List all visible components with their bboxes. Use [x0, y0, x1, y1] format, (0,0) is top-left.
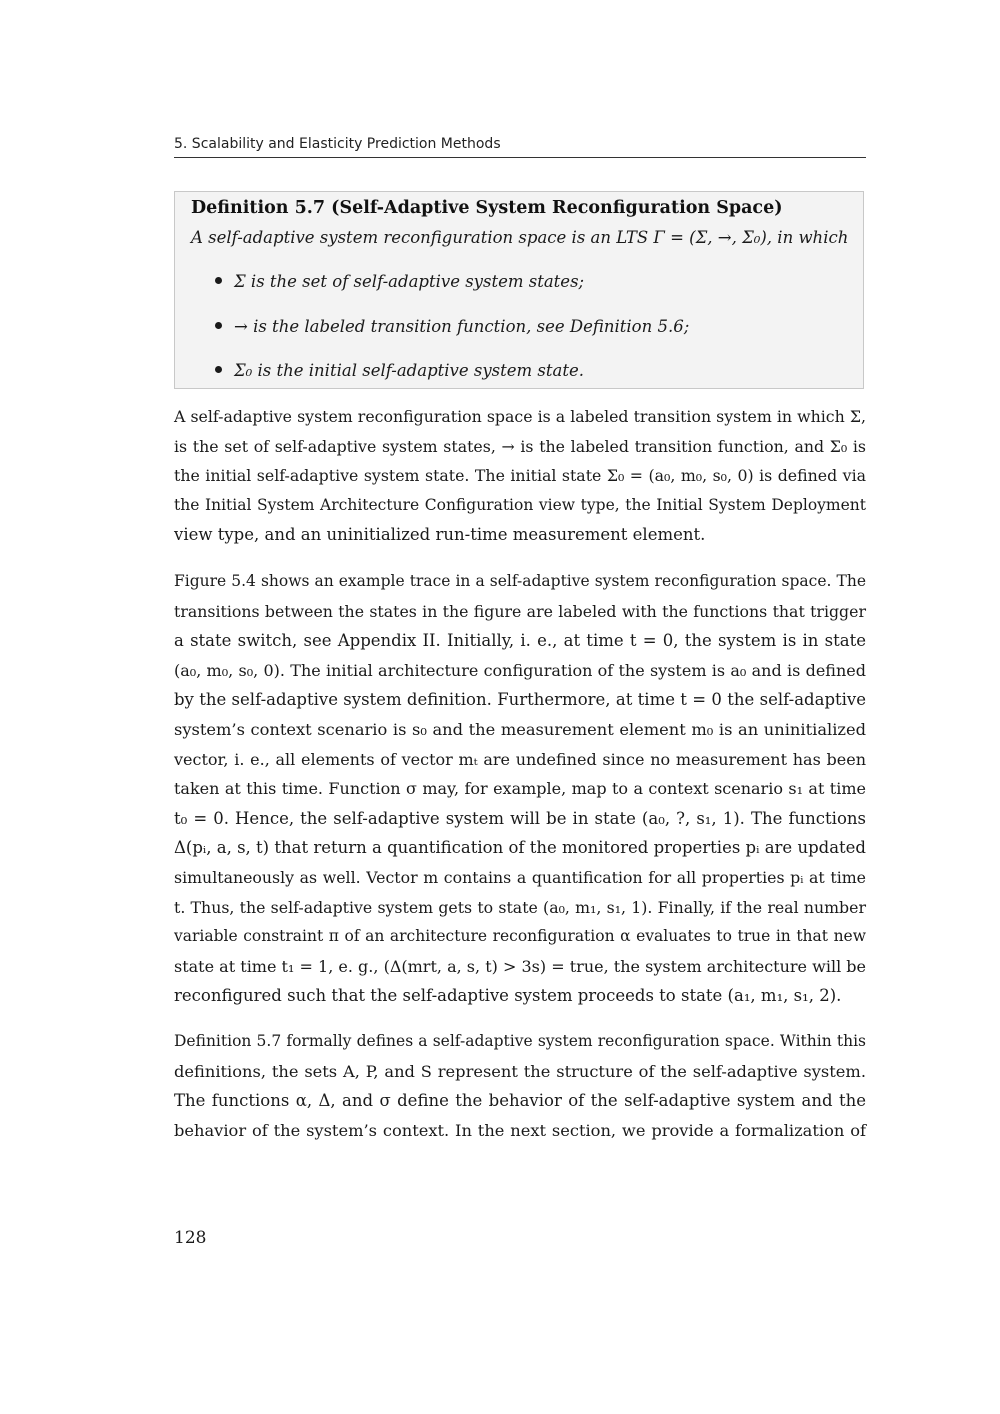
definition-title: Definition 5.7 (Self-Adaptive System Reconfiguration Space) — [191, 198, 783, 218]
text-line: the Initial System Architecture Configuration view type, the Initial System Deployment — [174, 495, 866, 514]
text-line: (a₀, m₀, s₀, 0). The initial architecture configuration of the system is a₀ and is defined — [174, 660, 866, 680]
text-line: vector, i. e., all elements of vector mₜ are undefined since no measurement has been — [174, 749, 866, 769]
text-line: the initial self-adaptive system state. The initial state Σ₀ = (a₀, m₀, s₀, 0) is defined via — [174, 466, 866, 486]
text-line: The functions α, Δ, and σ define the behavior of the self-adaptive system and the — [174, 1091, 866, 1111]
text-line: simultaneously as well. Vector m contains a quantification for all properties pᵢ at time — [174, 867, 866, 887]
definition-intro: A self-adaptive system reconfiguration space is an LTS Γ = (Σ, →, Σ₀), in which — [191, 228, 849, 247]
text-line: is the set of self-adaptive system states, → is the labeled transition function, and Σ₀ is — [174, 436, 866, 456]
definition-item: Σ₀ is the initial self-adaptive system state. — [215, 361, 689, 406]
text-line: taken at this time. Function σ may, for example, map to a context scenario s₁ at time — [174, 779, 866, 799]
running-header: 5. Scalability and Elasticity Prediction Methods — [174, 136, 501, 152]
text-line: view type, and an uninitialized run-time measurement element. — [174, 525, 706, 545]
text-line: t. Thus, the self-adaptive system gets to state (a₀, m₁, s₁, 1). Finally, if the real number — [174, 897, 866, 917]
bullet-icon — [215, 322, 222, 329]
text-line: Definition 5.7 formally defines a self-adaptive system reconfiguration space. Within this — [174, 1032, 866, 1050]
paragraph-example-trace — [174, 567, 866, 1011]
text-line: A self-adaptive system reconfiguration space is a labeled transition system in which Σ, — [174, 407, 866, 426]
text-line: variable constraint π of an architecture reconfiguration α evaluates to true in that new — [174, 927, 866, 946]
text-line: Figure 5.4 shows an example trace in a self-adaptive system reconfiguration space. The — [174, 572, 866, 590]
bullet-icon — [215, 277, 222, 284]
paragraph-formal-definition — [174, 1027, 866, 1145]
text-line: a state switch, see Appendix II. Initially, i. e., at time t = 0, the system is in state — [174, 631, 866, 651]
paragraph-reconfiguration-space — [174, 402, 866, 550]
definition-box — [174, 191, 864, 389]
text-line: t₀ = 0. Hence, the self-adaptive system will be in state (a₀, ?, s₁, 1). The functions — [174, 808, 866, 828]
text-line: reconfigured such that the self-adaptive system proceeds to state (a₁, m₁, s₁, 2). — [174, 986, 842, 1006]
text-line: definitions, the sets A, P, and S represent the structure of the self-adaptive system. — [174, 1061, 866, 1081]
header-rule — [174, 157, 866, 158]
text-line: behavior of the system’s context. In the next section, we provide a formalization of — [174, 1120, 866, 1140]
definition-list — [215, 272, 689, 406]
text-line: by the self-adaptive system definition. Furthermore, at time t = 0 the self-adaptive — [174, 690, 866, 710]
page-number: 128 — [174, 1228, 207, 1248]
definition-item: Σ is the set of self-adaptive system states; — [215, 272, 689, 317]
text-line: system’s context scenario is s₀ and the measurement element m₀ is an uninitialized — [174, 719, 866, 739]
text-line: Δ(pᵢ, a, s, t) that return a quantification of the monitored properties pᵢ are updated — [174, 838, 866, 858]
text-line: state at time t₁ = 1, e. g., (Δ(mrt, a, s, t) > 3s) = true, the system architecture will be — [174, 956, 866, 976]
text-line: transitions between the states in the figure are labeled with the functions that trigger — [174, 601, 866, 621]
bullet-icon — [215, 366, 222, 373]
definition-item: → is the labeled transition function, see Definition 5.6; — [215, 317, 689, 362]
